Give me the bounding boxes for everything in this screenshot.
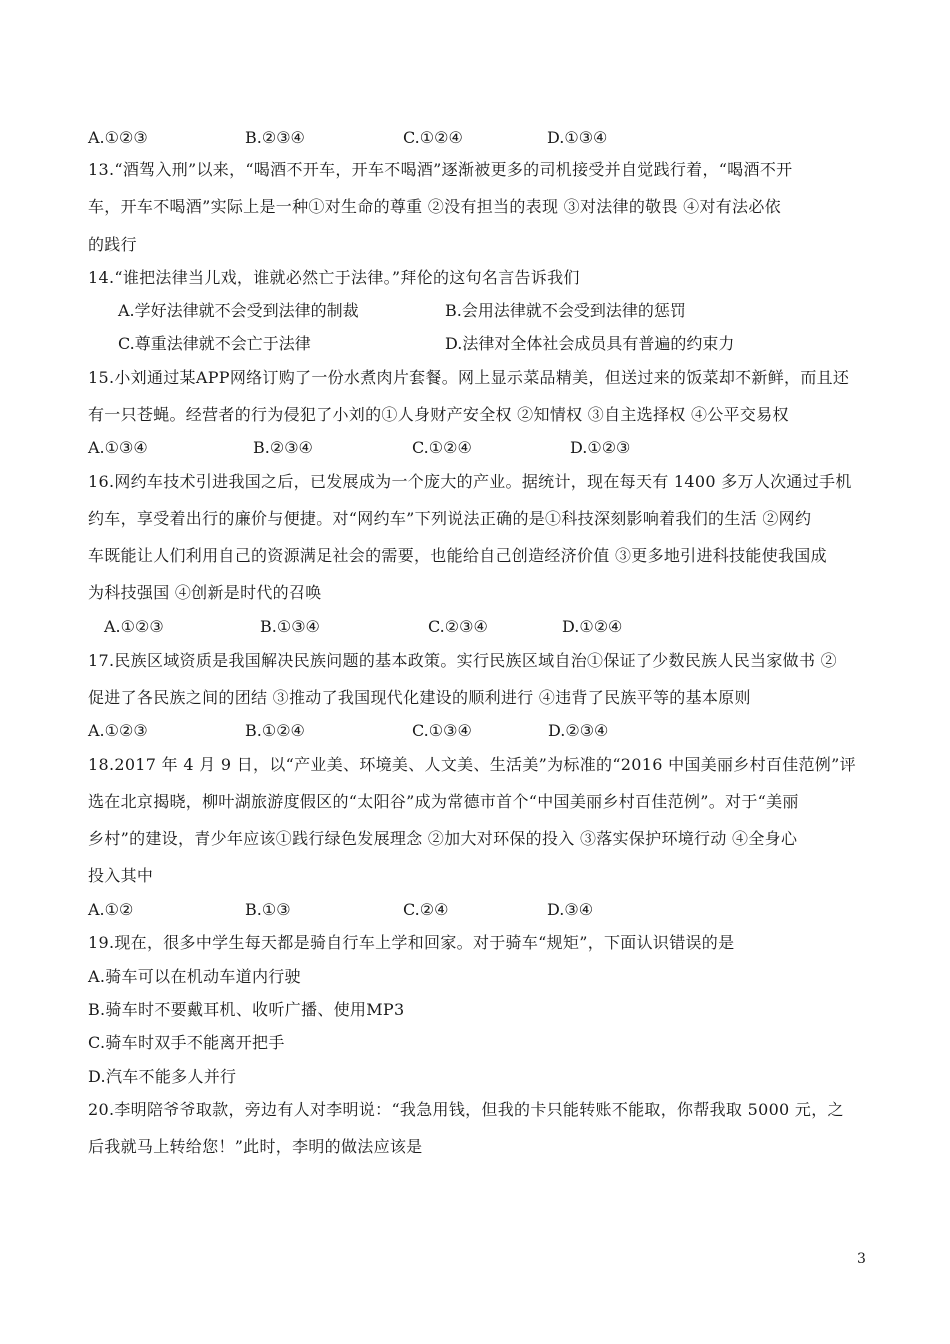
q16-stem-line-2: 约车，享受着出行的廉价与便捷。对“网约车”下列说法正确的是①科技深刻影响着我们的生活 ②网约 — [88, 509, 812, 528]
q15-stem-line-2: 有一只苍蝇。经营者的行为侵犯了小刘的①人身财产安全权 ②知情权 ③自主选择权 ④公平交易权 — [88, 405, 789, 424]
q18-stem-line-3: 乡村”的建设，青少年应该①践行绿色发展理念 ②加大对环保的投入 ③落实保护环境行动 ④全身心 — [88, 829, 798, 848]
q12-option-b: B.②③④ — [245, 128, 305, 147]
q18-stem-line-2: 选在北京揭晓，柳叶湖旅游度假区的“太阳谷”成为常德市首个“中国美丽乡村百佳范例”。对于“美丽 — [88, 792, 799, 811]
q14-option-d: D.法律对全体社会成员具有普遍的约束力 — [445, 334, 735, 353]
q15-option-b: B.②③④ — [253, 438, 313, 457]
q13-stem-line-3: 的践行 — [88, 235, 137, 254]
q19-option-b: B.骑车时不要戴耳机、收听广播、使用MP3 — [88, 1000, 405, 1019]
q17-stem-line-2: 促进了各民族之间的团结 ③推动了我国现代化建设的顺利进行 ④违背了民族平等的基本原则 — [88, 688, 751, 707]
q17-option-b: B.①②④ — [245, 721, 305, 740]
q17-option-d: D.②③④ — [548, 721, 609, 740]
q17-option-a: A.①②③ — [88, 721, 148, 740]
q12-option-d: D.①③④ — [547, 128, 608, 147]
q13-stem-line-1: 13.“酒驾入刑”以来，“喝酒不开车，开车不喝酒”逐渐被更多的司机接受并自觉践行着，“喝酒不开 — [88, 160, 793, 179]
q14-option-b: B.会用法律就不会受到法律的惩罚 — [445, 301, 686, 320]
q15-option-d: D.①②③ — [570, 438, 631, 457]
q16-stem-line-3: 车既能让人们利用自己的资源满足社会的需要，也能给自己创造经济价值 ③更多地引进科技能使我国成 — [88, 546, 827, 565]
q16-option-a: A.①②③ — [104, 617, 164, 636]
q15-option-c: C.①②④ — [412, 438, 472, 457]
q12-option-a: A.①②③ — [88, 128, 148, 147]
page-number: 3 — [857, 1251, 866, 1267]
q18-stem-line-1: 18.2017 年 4 月 9 日，以“产业美、环境美、人文美、生活美”为标准的“2016 中国美丽乡村百佳范例”评 — [88, 755, 856, 774]
q16-stem-line-4: 为科技强国 ④创新是时代的召唤 — [88, 583, 322, 602]
q19-option-a: A.骑车可以在机动车道内行驶 — [88, 967, 301, 986]
q20-stem-line-1: 20.李明陪爷爷取款，旁边有人对李明说：“我急用钱，但我的卡只能转账不能取，你帮我取 5000 元，之 — [88, 1100, 844, 1119]
q14-stem: 14.“谁把法律当儿戏，谁就必然亡于法律。”拜伦的这句名言告诉我们 — [88, 268, 580, 287]
q13-stem-line-2: 车，开车不喝酒”实际上是一种①对生命的尊重 ②没有担当的表现 ③对法律的敬畏 ④对有法必依 — [88, 197, 781, 216]
q14-option-a: A.学好法律就不会受到法律的制裁 — [118, 301, 359, 320]
q17-stem-line-1: 17.民族区域资质是我国解决民族问题的基本政策。实行民族区域自治①保证了少数民族人民当家做书 ② — [88, 651, 837, 670]
q19-option-d: D.汽车不能多人并行 — [88, 1067, 237, 1086]
q19-option-c: C.骑车时双手不能离开把手 — [88, 1033, 285, 1052]
q16-option-b: B.①③④ — [260, 617, 320, 636]
q19-stem: 19.现在，很多中学生每天都是骑自行车上学和回家。对于骑车“规矩”，下面认识错误的是 — [88, 933, 735, 952]
q18-stem-line-4: 投入其中 — [88, 866, 154, 885]
q16-option-d: D.①②④ — [562, 617, 623, 636]
q16-stem-line-1: 16.网约车技术引进我国之后，已发展成为一个庞大的产业。据统计，现在每天有 1400 多万人次通过手机 — [88, 472, 852, 491]
q20-stem-line-2: 后我就马上转给您！”此时，李明的做法应该是 — [88, 1137, 423, 1156]
q18-option-c: C.②④ — [403, 900, 449, 919]
q16-option-c: C.②③④ — [428, 617, 488, 636]
q18-option-b: B.①③ — [245, 900, 291, 919]
q18-option-a: A.①② — [88, 900, 134, 919]
q17-option-c: C.①③④ — [412, 721, 472, 740]
q15-stem-line-1: 15.小刘通过某APP网络订购了一份水煮肉片套餐。网上显示菜品精美，但送过来的饭菜却不新鲜，而且还 — [88, 368, 850, 387]
q18-option-d: D.③④ — [547, 900, 594, 919]
q12-option-c: C.①②④ — [403, 128, 463, 147]
q15-option-a: A.①③④ — [88, 438, 148, 457]
q14-option-c: C.尊重法律就不会亡于法律 — [118, 334, 311, 353]
